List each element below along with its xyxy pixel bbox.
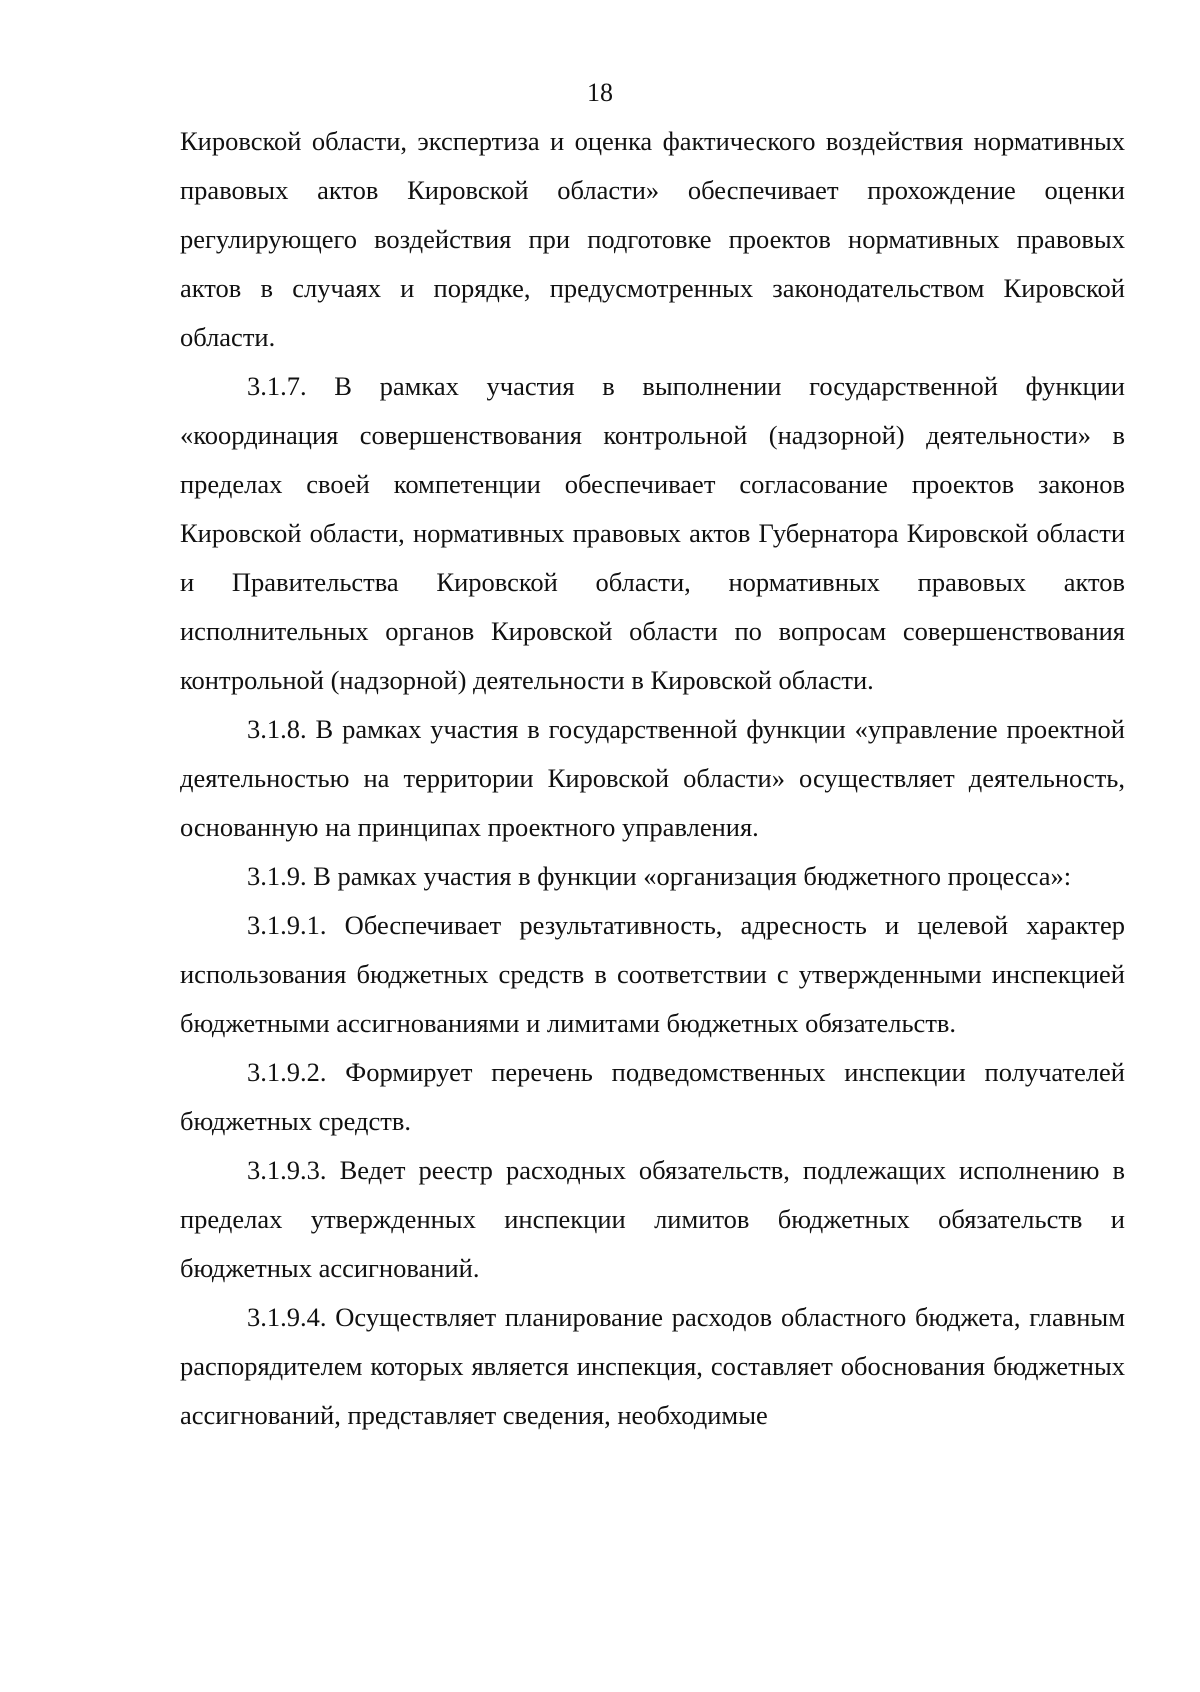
paragraph-3-1-9: 3.1.9. В рамках участия в функции «организация бюджетного процесса»: [247,861,1072,891]
paragraph-3-1-9-2: 3.1.9.2. Формирует перечень подведомственных инспекции получателей бюджетных средств. [180,1057,1125,1136]
paragraph-3-1-8: 3.1.8. В рамках участия в государственной функции «управление проектной деятельностью на территории Кировской области» осуществляет деятельность, основанную на принципах проектного управления. [180,714,1125,842]
page-number: 18 [587,78,613,107]
document-body [180,117,1125,1440]
paragraph-3-1-9-4: 3.1.9.4. Осуществляет планирование расходов областного бюджета, главным распорядителем которых является инспекция, составляет обоснования бюджетных ассигнований, представляет сведения, необходимые [180,1302,1125,1430]
paragraph-3-1-9-1: 3.1.9.1. Обеспечивает результативность, адресность и целевой характер использования бюджетных средств в соответствии с утвержденными инспекцией бюджетными ассигнованиями и лимитами бюджетных обязательств. [180,910,1125,1038]
paragraph-3-1-9-3: 3.1.9.3. Ведет реестр расходных обязательств, подлежащих исполнению в пределах утвержденных инспекции лимитов бюджетных обязательств и бюджетных ассигнований. [180,1155,1125,1283]
paragraph-3-1-7: 3.1.7. В рамках участия в выполнении государственной функции «координация совершенствования контрольной (надзорной) деятельности» в пределах своей компетенции обеспечивает согласование проектов законов Кировской области, нормативных правовых актов Губернатора Кировской области и Правительства Кировской области, нормативных правовых актов исполнительных органов Кировской области по вопросам совершенствования контрольной (надзорной) деятельности в Кировской области. [180,371,1125,695]
paragraph-continuation: Кировской области, экспертиза и оценка фактического воздействия нормативных правовых актов Кировской области» обеспечивает прохождение оценки регулирующего воздействия при подготовке проектов нормативных правовых актов в случаях и порядке, предусмотренных законодательством Кировской области. [180,126,1125,352]
